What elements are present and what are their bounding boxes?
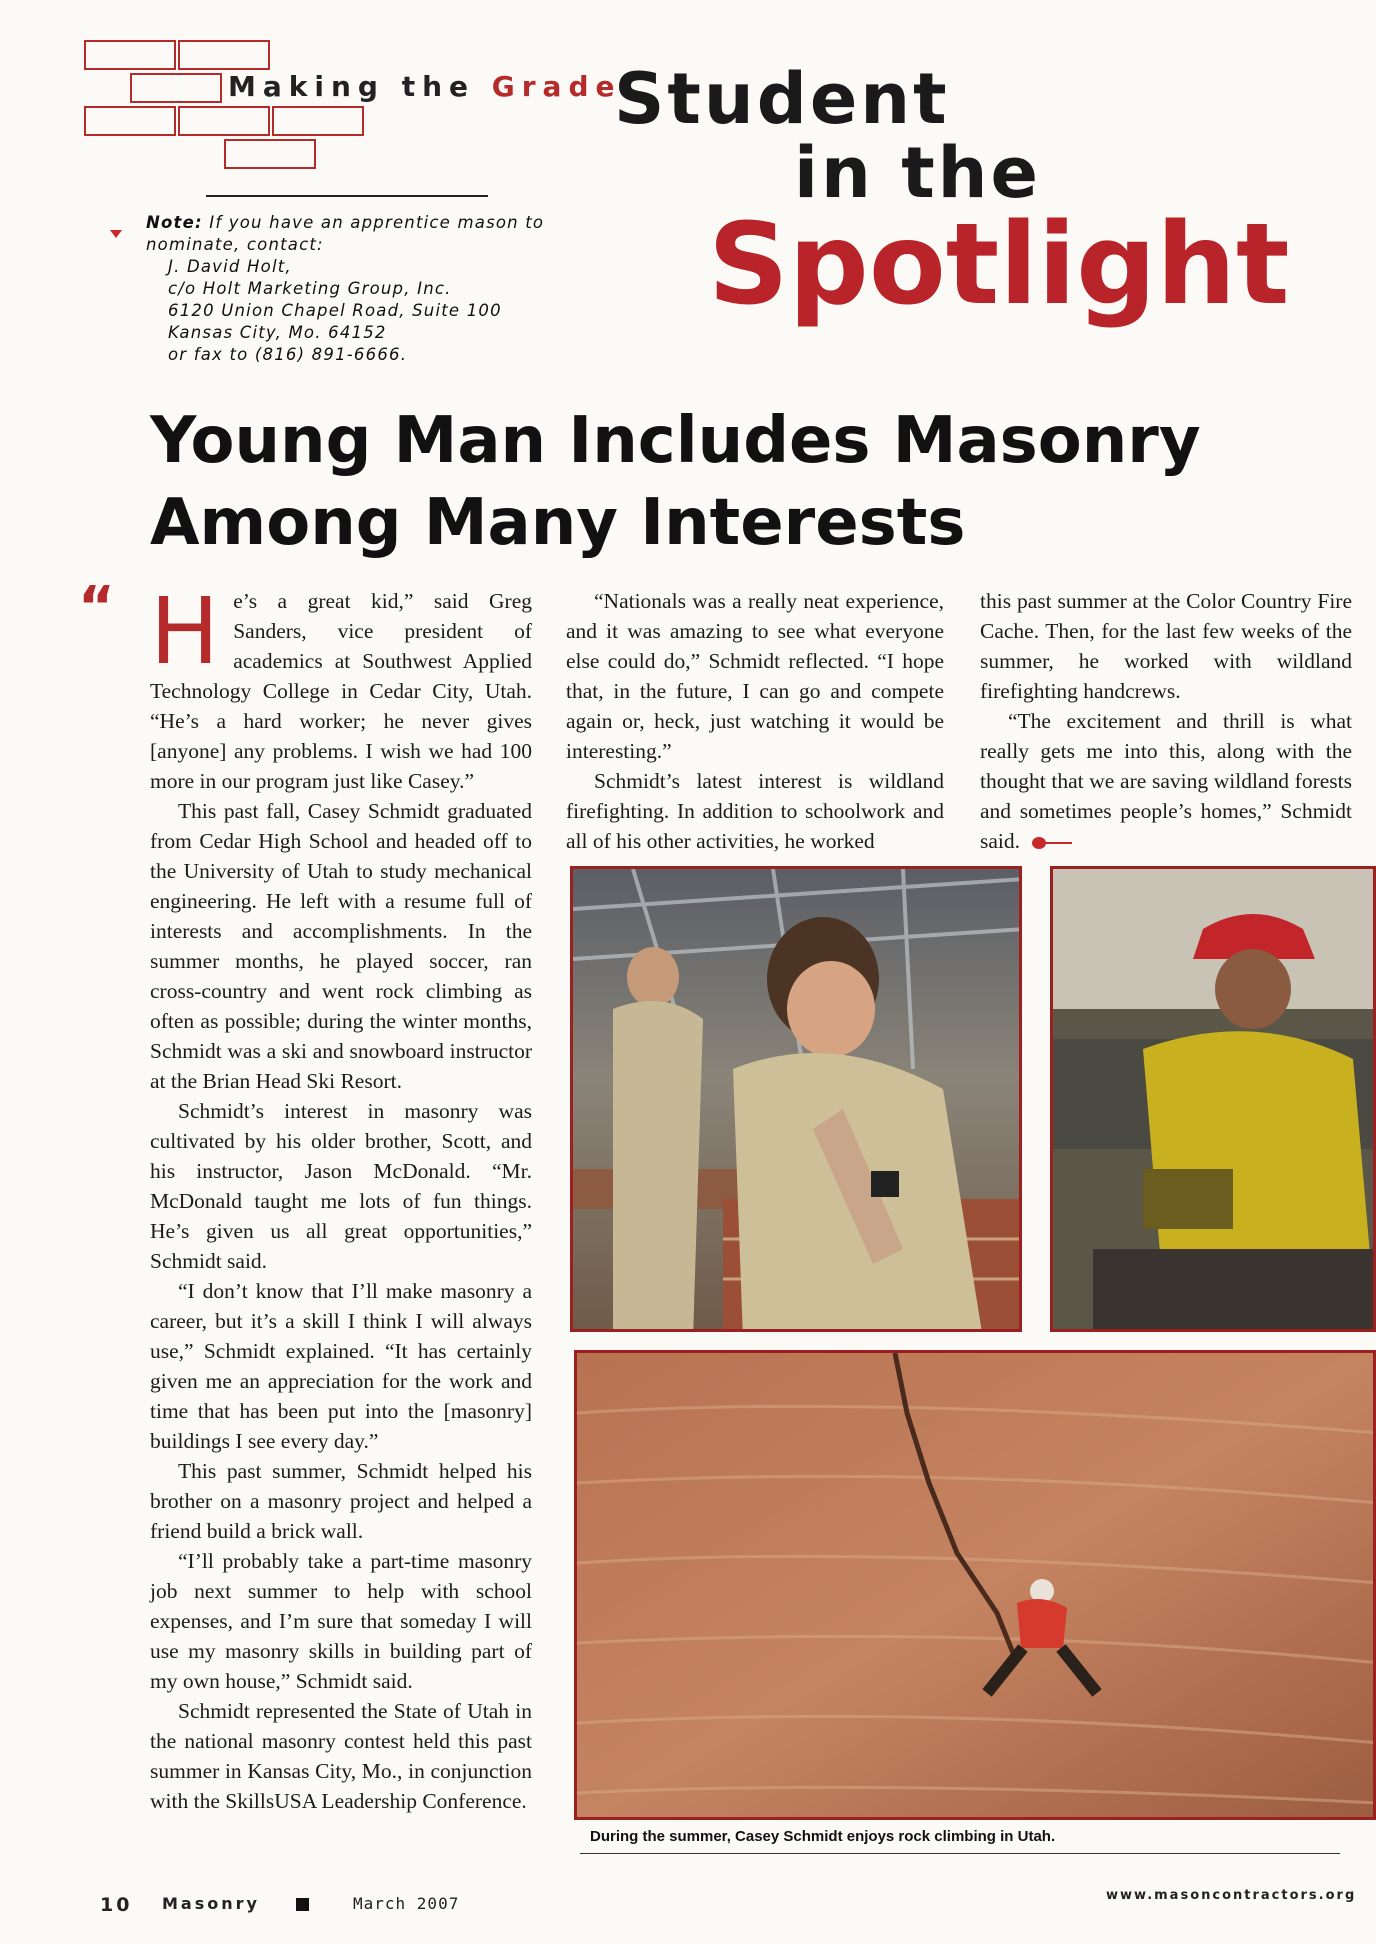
rock-climbing-illustration <box>577 1353 1376 1820</box>
square-separator-icon <box>296 1898 309 1911</box>
article-headline: Young Man Includes Masonry Among Many Interests <box>150 404 1201 560</box>
logo-brick <box>272 106 364 136</box>
article-paragraph: “Nationals was a really neat experience, and it was amazing to see what everyone else could do,” Schmidt reflected. “I hope that, in the future, I can go and compete again or, heck, just watching it would be interesting.” <box>566 589 944 763</box>
magazine-name: Masonry <box>162 1894 260 1913</box>
photo-caption: During the summer, Casey Schmidt enjoys rock climbing in Utah. <box>590 1828 1056 1845</box>
masonry-contest-photo <box>570 866 1022 1332</box>
article-paragraph: Schmidt’s latest interest is wildland firefighting. In addition to schoolwork and all of his other activities, he worked <box>566 769 944 853</box>
note-line: nominate, contact: <box>146 235 324 254</box>
article-paragraph: Schmidt’s interest in masonry was cultivated by his older brother, Scott, and his instructor, Jason McDonald. “Mr. McDonald taught me lots of fun things. He’s given us all great opportunities,” Schmidt said. <box>150 1099 532 1273</box>
drop-cap: H <box>150 578 220 685</box>
article-paragraph: “I don’t know that I’ll make masonry a career, but it’s a skill I think I will always use,” Schmidt explained. “It has certainly given me an appreciation for the work and time that has been put into the [masonry] buildings I see every day.” <box>150 1279 532 1453</box>
article-paragraph: this past summer at the Color Country Fire Cache. Then, for the last few weeks of the summer, he worked with wildland firefighting handcrews. <box>980 589 1352 703</box>
note-rule <box>206 195 488 197</box>
triangle-bullet-icon <box>110 230 122 238</box>
logo-brick <box>178 106 270 136</box>
note-line: 6120 Union Chapel Road, Suite 100 <box>168 301 502 320</box>
article-paragraph: “The excitement and thrill is what really gets me into this, along with the thought that we are saving wildland forests and sometimes people’s homes,” Schmidt said. <box>980 709 1352 853</box>
logo-brick <box>84 106 176 136</box>
rock-climbing-photo <box>574 1350 1376 1820</box>
issue-date: March 2007 <box>353 1894 460 1913</box>
note-line: Kansas City, Mo. 64152 <box>168 323 387 342</box>
article-column-3 <box>980 586 1352 856</box>
nomination-note <box>146 212 544 366</box>
section-title-line1: Student <box>614 58 950 140</box>
department-title: Making the Grade <box>228 70 622 103</box>
logo-brick <box>130 73 222 103</box>
logo-brick <box>224 139 316 169</box>
firefighter-photo <box>1050 866 1376 1332</box>
section-title-line2: in the <box>794 132 1041 214</box>
article-paragraph: This past summer, Schmidt helped his brother on a masonry project and helped a friend build a brick wall. <box>150 1459 532 1543</box>
masonry-contest-illustration <box>573 869 1022 1332</box>
logo-brick <box>84 40 176 70</box>
logo-brick <box>178 40 270 70</box>
note-label: Note: <box>146 213 203 232</box>
note-line: If you have an apprentice mason to <box>209 213 545 232</box>
website-url: www.masoncontractors.org <box>1106 1888 1357 1903</box>
article-paragraph: This past fall, Casey Schmidt graduated from Cedar High School and headed off to the University of Utah to study mechanical engineering. He left with a resume full of interests and accomplishments. In the summer months, he played soccer, ran cross-country and went rock climbing as often as possible; during the winter months, Schmidt was a ski and snowboard instructor at the Brian Head Ski Resort. <box>150 799 532 1093</box>
article-column-2 <box>566 586 944 856</box>
firefighter-illustration <box>1053 869 1376 1332</box>
article-paragraph: Schmidt represented the State of Utah in the national masonry contest held this past summer in Kansas City, Mo., in conjunction with the SkillsUSA Leadership Conference. <box>150 1699 532 1813</box>
section-title-spotlight: Spotlight <box>708 200 1290 330</box>
department-title-accent: Grade <box>491 70 622 103</box>
note-line: c/o Holt Marketing Group, Inc. <box>168 279 452 298</box>
open-quote-mark: “ <box>78 575 115 640</box>
article-paragraph: He’s a great kid,” said Greg Sanders, vice president of academics at Southwest Applied Technology College in Cedar City, Utah. “He’s a hard worker; he never gives [anyone] any problems. I wish we had 100 more in our program just like Casey.” <box>150 578 532 793</box>
note-line: J. David Holt, <box>168 257 292 276</box>
note-line: or fax to (816) 891-6666. <box>168 345 408 364</box>
article-paragraph: “I’ll probably take a part-time masonry job next summer to help with school expenses, and I’m sure that someday I will use my masonry skills in building part of my own house,” Schmidt said. <box>150 1549 532 1693</box>
page-number: 10 <box>100 1894 133 1916</box>
caption-rule <box>580 1853 1340 1854</box>
article-column-1 <box>150 578 532 1816</box>
trowel-end-icon <box>1032 836 1072 850</box>
